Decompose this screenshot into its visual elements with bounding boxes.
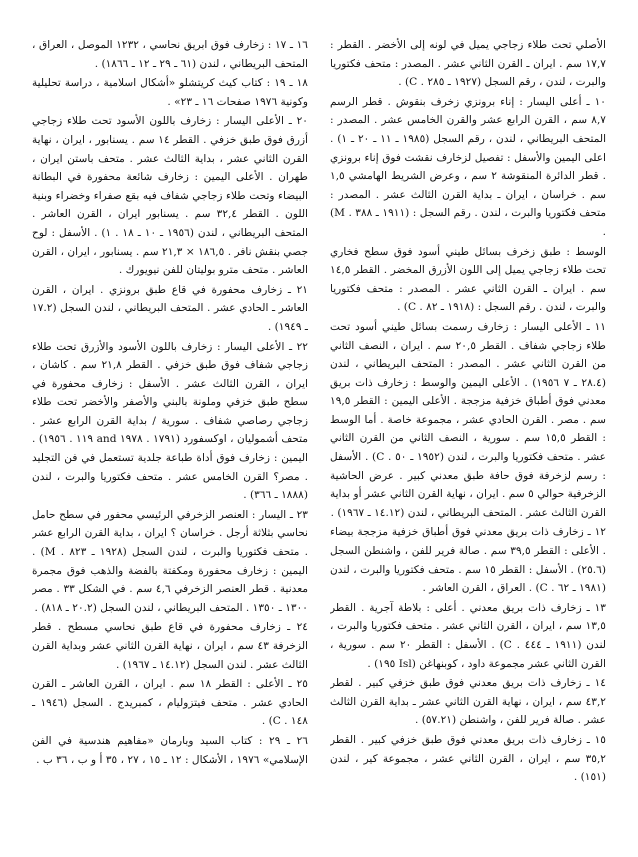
caption-entry: ٢٤ ـ زخارف محفورة في قاع طبق نحاسي مسطح . قطر الزخرفة ٤٣ سم ، ايران ، نهاية القرن الثاني عشر وبداية القرن الثالث عشر . لندن السجل (١٤.١٢ ـ ١٩٦٧) . <box>32 621 308 671</box>
column-right <box>330 36 606 827</box>
caption-entry: ٢٢ ـ الأعلى اليسار : زخارف باللون الأسود والأزرق تحت طلاء زجاجي شفاف فوق طبق خزفي . القطر ٢١,٨ سم . كاشان ، ايران ، القرن الثالث عشر . الأسفل : زخارف محفورة في سطح طبق خزفي وملونة بالبني والأصفر والأخضر تحت طلاء زجاجي رصاصي شفاف . سورية / بداية القرن الرابع عشر . متحف أشموليان ، اوكسفورد (١٧٩١ . ١٩٧٨ and ١١٩ . ١٩٥٦) . اليمين : زخارف فوق أداة طباعة جلدية تستعمل في فن التجليد . مصر؟ القرن الخامس عشر . متحف فكتوريا والبرت ، لندن (١٨٨٨ ـ ٣٦٦) . <box>32 340 308 502</box>
caption-entry: الوسط : طبق زخرف بسائل طيني أسود فوق سطح فخاري تحت طلاء زجاجي يميل إلى اللون الأزرق المخضر . القطر ١٤,٥ سم . ايران ـ القرن الثاني عشر . المصدر : متحف فكتوريا والبرت ، لندن . رقم السجل : (١٩١٨ ـ ٨٢ . C) . <box>330 245 606 314</box>
caption-entry: ١٨ ـ ١٩ : كتاب كيث كريتشلو «أشكال اسلامية ، دراسة تحليلية وكونية ١٩٧٦ صفحات ١٦ ـ ٢٣» . <box>32 77 308 108</box>
caption-entry: ١٠ ـ أعلى اليسار : إناء برونزي زخرف بنقوش . قطر الرسم ٨,٧ سم ، القرن الرابع عشر والقرن الخامس عشر . المصدر : المتحف البريطاني ، لندن ، رقم السجل (١٩٨٥ ـ ١١ ـ ٢٠ ـ ١) . اعلى اليمين والأسفل : تفصيل لزخارف نقشت فوق إناء برونزي . قطر الدائرة المنقوشة ٢ سم ، وعرض الشريط الهامشي ١,٥ سم . خراسان ، ايران ـ بداية القرن الثالث عشر . المصدر : متحف فكتوريا والبرت ، لندن . رقم السجل : (١٩١١ ـ ٣٨٨ . M) . <box>330 95 606 238</box>
caption-entry: ١٥ ـ زخارف ذات بريق معدني فوق طبق خزفي كبير . القطر ٣٥,٢ سم ، ايران ، القرن الثاني عشر ، مجموعة كير ، لندن (١٥١) . <box>330 733 606 784</box>
caption-entry: ٢٥ ـ الأعلى : القطر ١٨ سم . ايران ، القرن العاشر ـ القرن الحادي عشر . متحف فيتزوليام ، كمبريدج . السجل (١٩٤٦ ـ ١٤٨ . C) . <box>32 678 308 728</box>
column-left <box>32 36 308 827</box>
caption-entry: الأصلي تحت طلاء زجاجي يميل في لونه إلى الأخضر . القطر : ١٧,٧ سم . ايران ـ القرن الثاني عشر . المصدر : متحف فكتوريا والبرت ، لندن ، رقم السجل (١٩٢٧ ـ ٢٨٥ . C) . <box>330 39 606 89</box>
caption-entry: ١١ ـ الأعلى اليسار : زخارف رسمت بسائل طيني أسود تحت طلاء زجاجي شفاف . القطر ٢٠,٥ سم . ايران ، النصف الثاني من القرن الثاني عشر . المصدر : المتحف البريطاني ، لندن (٢٨.٤ ـ ٧ ١٩٥٦) . الأعلى اليمين والوسط : زخارف ذات بريق معدني فوق أطباق خزفية مزججة . الأعلى اليمين : القطر ١٩,٥ سم . مصر . القرن الحادي عشر ، مجموعة خاصة . أما الوسط : القطر ١٥,٥ سم . سورية ، النصف الثاني من القرن الثاني عشر . متحف فكتوريا والبرت ، لندن (١٩٥٢ ـ ٥٠ . C) . الأسفل : رسم لزخرفة فوق حافة طبق معدني كبير . عرض الحاشية الزخرفية حوالي ٥ سم . ايران ، نهاية القرن الثاني عشر أو بداية القرن الثالث عشر . المتحف البريطاني ، لندن (١٤.١٢ ـ ١٩٦٧) . <box>330 320 606 519</box>
caption-entry: ١٢ ـ زخارف ذات بريق معدني فوق أطباق خزفية مزججة بيضاء . الأعلى : القطر ٣٩,٥ سم . صالة فرير للفن ، واشنطن السجل (٢٥.٦) . الأسفل : القطر ١٥ سم . متحف فكتوريا والبرت ، لندن (١٩٨١ ـ ٦٢ . C) . العراق ، القرن العاشر . <box>330 526 606 595</box>
caption-entry: ١٤ ـ زخارف ذات بريق معدني فوق طبق خزفي كبير . لقطر ٤٣,٢ سم ، ايران ، نهاية القرن الثاني عشر ـ بداية القرن الثالث عشر . صالة فرير للفن ، واشنطن (٥٧.٢١) . <box>330 677 606 727</box>
caption-entry: ٢١ ـ زخارف محفورة في قاع طبق برونزي . ايران ، القرن العاشر ـ الحادي عشر . المتحف البريطاني ، لندن السجل (١٧.٢ ـ ١٩٤٩) . <box>32 283 308 333</box>
caption-entry: ١٦ ـ ١٧ : زخارف فوق ابريق نحاسي ، ١٢٣٢ الموصل ، العراق ، المتحف البريطاني ، لندن (٦١ ـ ٢٩ ـ ١٢ ـ ١٨٦٦) . <box>32 39 308 70</box>
caption-entry: ٢٠ ـ الأعلى اليسار : زخارف باللون الأسود تحت طلاء زجاجي أزرق فوق طبق خزفي . القطر ١٤ سم . يسنابور ، ايران ، نهاية القرن الثاني عشر ، بداية الثالث عشر . متحف باستن ايران ، طهران . الأعلى اليمين : زخارف شائعة محفورة في البطانة البيضاء وتحت طلاء زجاجي شفاف فيه بقع صفراء وخضراء وبنية اللون . القطر ٣٢,٤ سم . يسنابور ايران ، القرن العاشر . المتحف البريطاني ، لندن (١٩٥٦ ـ ١٠ ـ ١٨ . ١) . الأسفل : لوح جصي بنقش نافر . ١٨٦,٥ × ٢١,٣ سم . يسنابور ، ايران ، القرن العاشر . متحف مترو بوليتان للفن نيويورك . <box>32 115 308 277</box>
caption-entry: ٢٣ ـ اليسار : العنصر الزخرفي الرئيسي محفور في سطح حامل نحاسي بثلاثة أرجل . خراسان ؟ ايران ، بداية القرن الرابع عشر . متحف فكتوريا والبرت ، لندن السجل (١٩٢٨ ـ ٨٢٣ . M) . اليمين : زخارف محفورة ومكفتة بالفضة والذهب فوق مجمرة معدنية . قطر العنصر الزخرفي ٤,٦ سم . في الشكل ٣٣ . مصر ١٣٠٠ ـ ١٣٥٠ . المتحف البريطاني ، لندن السجل (٢٠.٢ ـ ٨١٨) . <box>32 508 308 614</box>
two-column-layout <box>32 36 606 827</box>
caption-entry: ١٣ ـ زخارف ذات بريق معدني . أعلى : بلاطة آجرية . القطر ١٣,٥ سم ، ايران ، القرن الثاني عشر . متحف فكتوريا والبرت ، لندن (١٩١١ ـ ٤٤٤ . C) . الأسفل : القطر ٢٠ سم . سورية ، القرن الثاني عشر مجموعة داود ، كوبنهاغن (Isl ١٩٥) . <box>330 601 606 670</box>
caption-entry: ٢٦ ـ ٢٩ : كتاب السيد وبارمان «مفاهيم هندسية في الفن الإسلامي» ١٩٧٦ ، الأشكال : ١٢ ـ ١٥ ، ٢٧ ، ٣٥ أ و ب ، ٣٦ ب . <box>32 734 308 766</box>
